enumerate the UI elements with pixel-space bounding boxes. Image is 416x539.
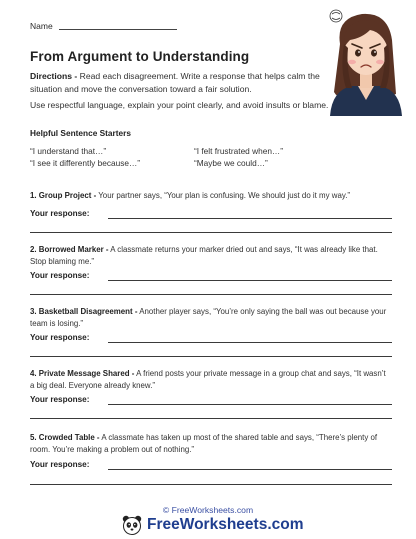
panda-icon [121, 514, 143, 536]
directions [30, 70, 336, 95]
name-field [30, 21, 177, 31]
response-line[interactable] [30, 232, 392, 233]
response-line[interactable] [30, 418, 392, 419]
question-title: 2. Borrowed Marker - [30, 245, 109, 254]
question-title: 3. Basketball Disagreement - [30, 307, 138, 316]
directions-label: Directions - [30, 71, 78, 81]
name-line[interactable] [59, 29, 177, 30]
question-4 [30, 368, 392, 392]
response-line[interactable] [108, 342, 392, 343]
footer-url[interactable]: © FreeWorksheets.com [162, 505, 254, 515]
response-line[interactable] [30, 294, 392, 295]
question-title: 4. Private Message Shared - [30, 369, 135, 378]
response-label: Your response: [30, 395, 90, 404]
starter-item: “Maybe we could…” [194, 158, 268, 168]
starter-item: “I see it differently because…” [30, 158, 141, 168]
response-line[interactable] [108, 404, 392, 405]
question-2 [30, 244, 392, 268]
name-label: Name [30, 21, 53, 31]
starter-item: “I felt frustrated when…” [194, 146, 283, 156]
logo-text: FreeWorksheets.com [147, 516, 304, 533]
starter-item: “I understand that…” [30, 146, 107, 156]
response-label: Your response: [30, 333, 90, 342]
response-line[interactable] [108, 280, 392, 281]
response-line[interactable] [108, 218, 392, 219]
question-text: Your partner says, “Your plan is confusing. We should just do it my way.” [96, 191, 351, 200]
response-label: Your response: [30, 460, 90, 469]
angry-puff-icon [330, 10, 342, 22]
starters-heading: Helpful Sentence Starters [30, 128, 131, 138]
question-text: A classmate has taken up most of the shared table and says, “There’s plenty of room. You’re making a problem out of nothing.” [30, 433, 378, 455]
brand-logo[interactable] [121, 514, 321, 536]
response-line[interactable] [108, 469, 392, 470]
directions-text: Read each disagreement. Write a response that helps calm the situation and move the conversation toward a fair solution. [30, 71, 320, 94]
question-title: 5. Crowded Table - [30, 433, 100, 442]
question-text: Another player says, “You’re only saying the ball was out because your team is losing.” [30, 307, 387, 329]
directions-note: Use respectful language, explain your point clearly, and avoid insults or blame. [30, 100, 329, 110]
question-3 [30, 306, 392, 330]
response-label: Your response: [30, 209, 90, 218]
question-5 [30, 432, 392, 456]
response-label: Your response: [30, 271, 90, 280]
response-line[interactable] [30, 484, 392, 485]
response-line[interactable] [30, 356, 392, 357]
question-title: 1. Group Project - [30, 191, 97, 200]
question-text: A classmate returns your marker dried out and says, “It was already like that. Stop blaming me.” [30, 245, 378, 267]
question-1 [30, 190, 392, 202]
worksheet-title: From Argument to Understanding [30, 49, 250, 64]
question-text: A friend posts your private message in a group chat and says, “It wasn’t a big deal. Everyone already knew.” [30, 369, 386, 391]
